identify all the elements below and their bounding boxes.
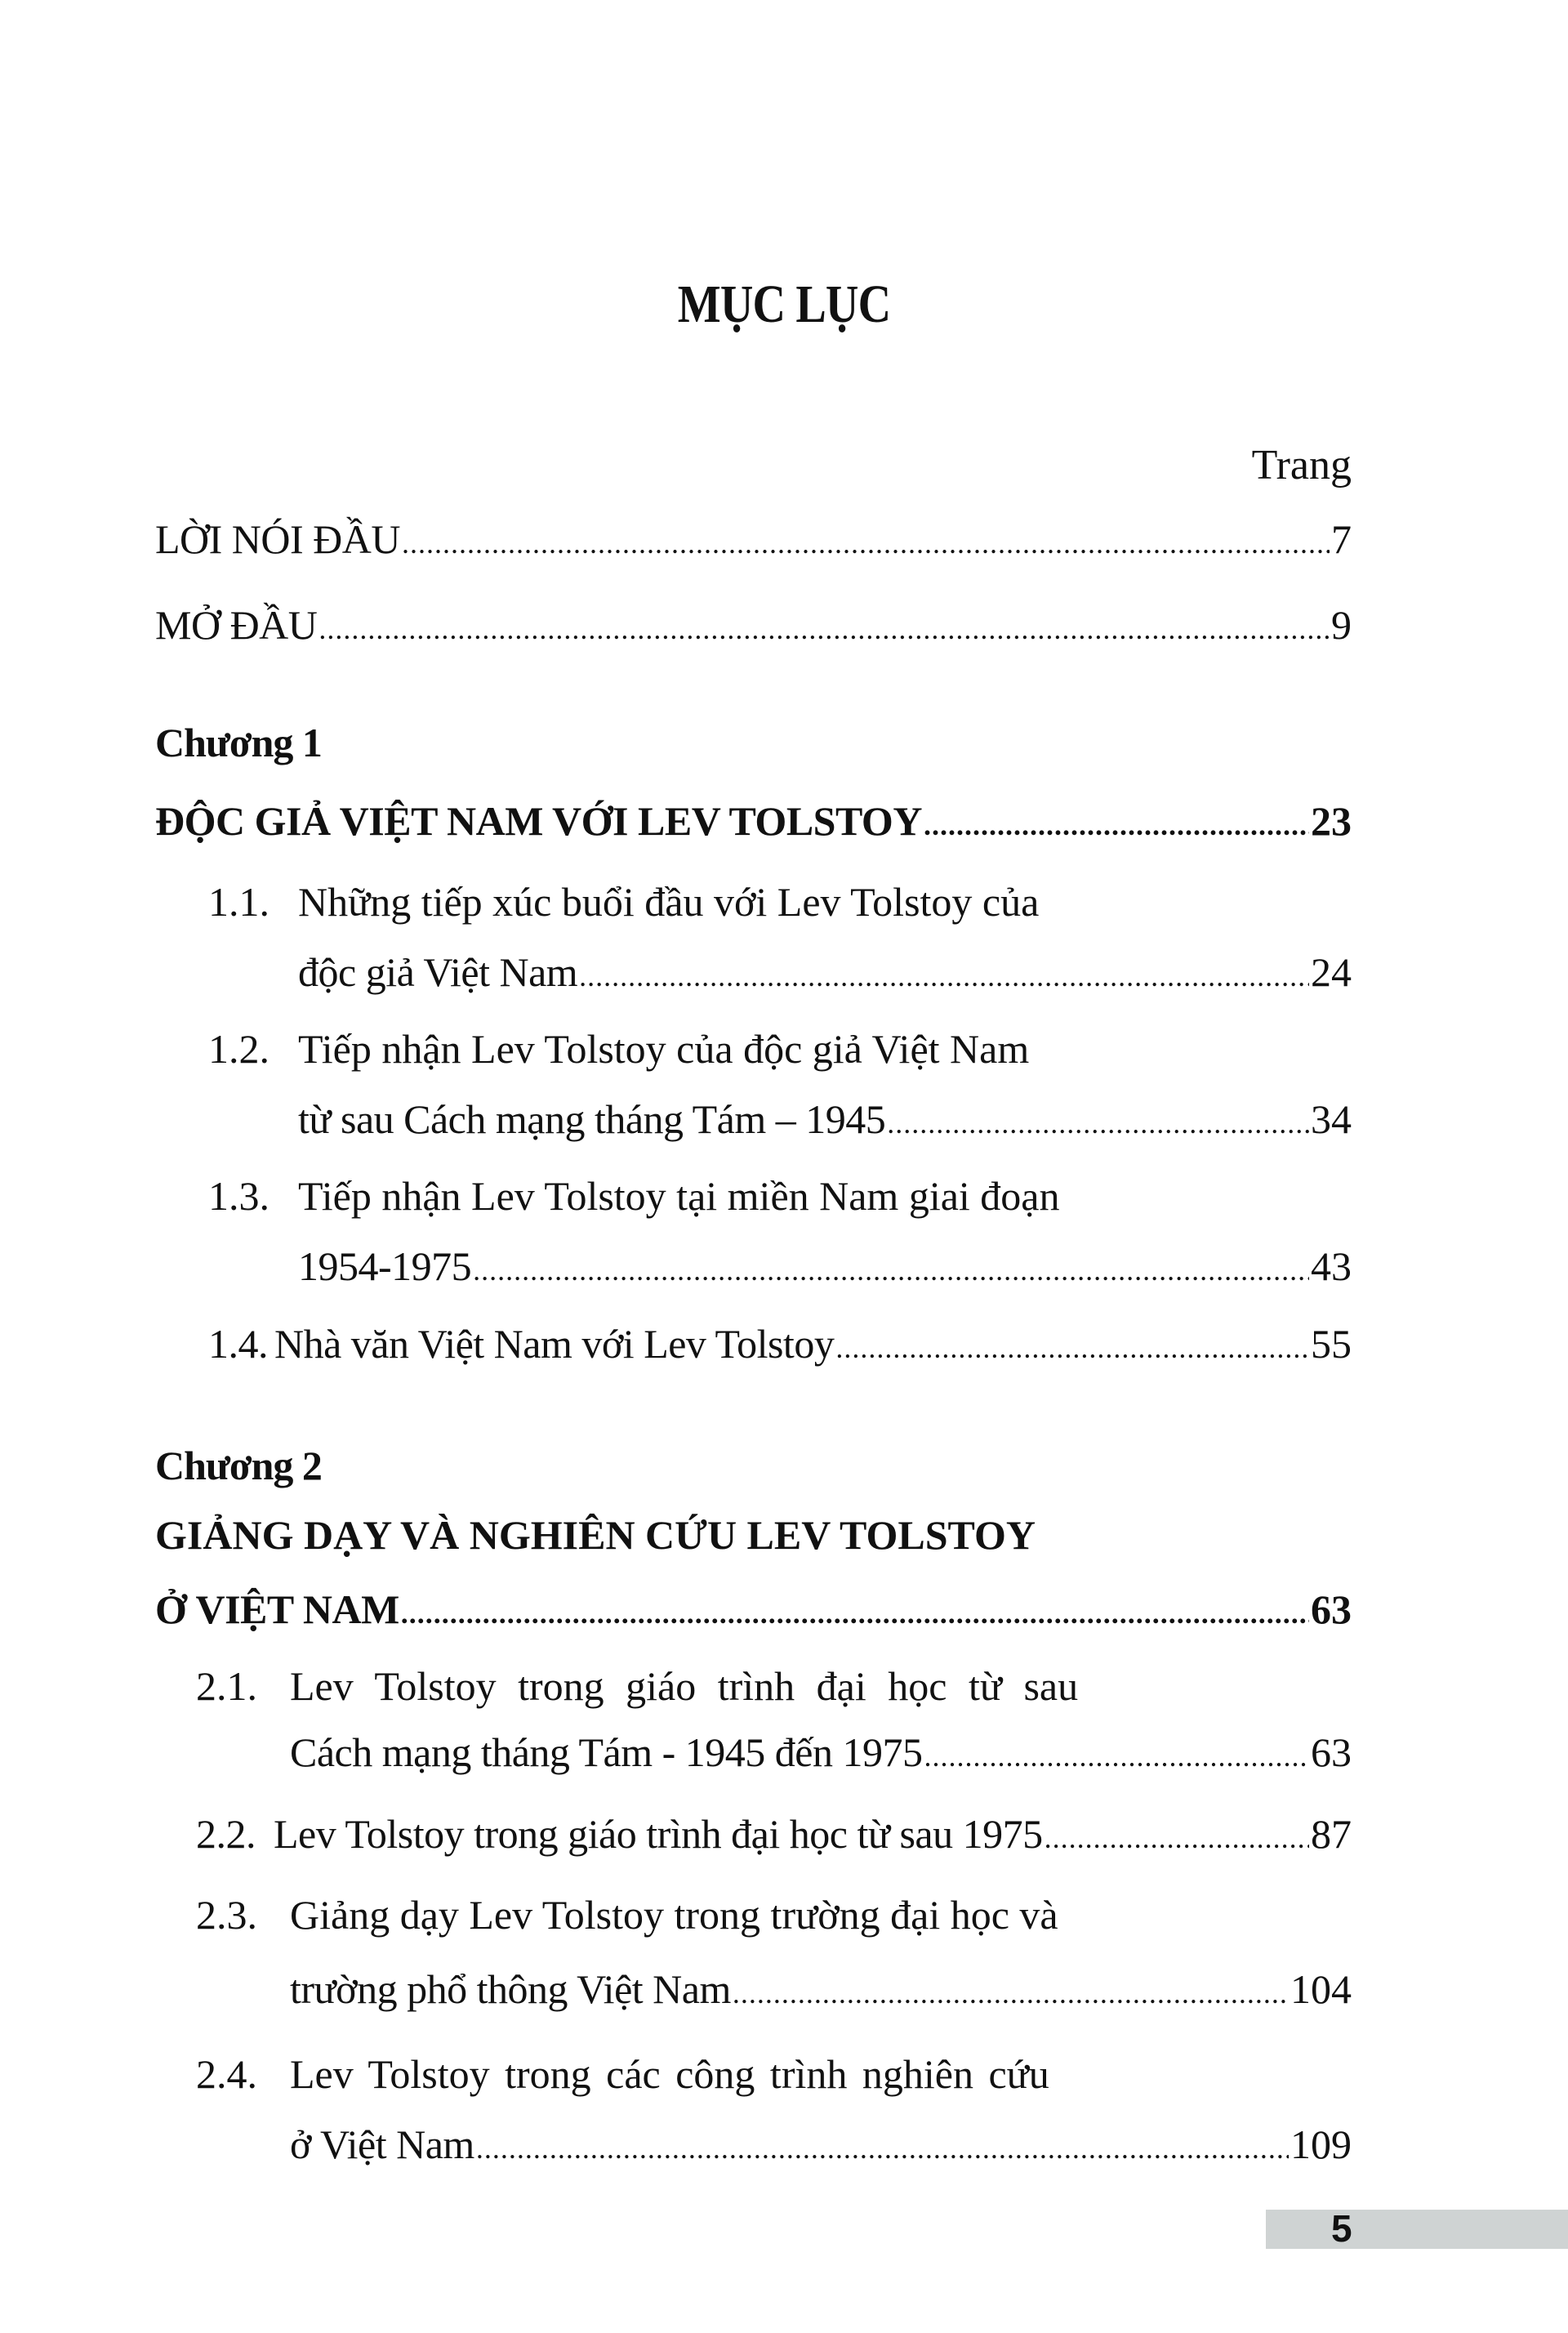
leader-dots <box>887 1099 1309 1148</box>
section-title-line: Lev Tolstoy trong giáo trình đại học từ sau <box>290 1663 1079 1709</box>
leader-dots <box>476 2124 1289 2173</box>
page-number: 5 <box>1331 2207 1352 2250</box>
section-number: 1.4. <box>208 1321 268 1367</box>
toc-entry-chapter-1[interactable] <box>155 796 1352 850</box>
chapter-title: GIẢNG DẠY VÀ NGHIÊN CỨU LEV TOLSTOY <box>155 1512 1036 1558</box>
leader-dots <box>924 1732 1309 1781</box>
leader-dots <box>835 1323 1309 1372</box>
leader-dots <box>473 1246 1309 1295</box>
section-title-line: Giảng dạy Lev Tolstoy trong trường đại học và <box>290 1892 1058 1938</box>
page-column-label: Trang <box>1251 442 1352 488</box>
toc-entry-label: LỜI NÓI ĐẦU <box>155 516 400 562</box>
toc-entry-preface[interactable] <box>155 515 1352 568</box>
section-title-line: Nhà văn Việt Nam với Lev Tolstoy <box>274 1321 835 1367</box>
chapter-label: Chương 1 <box>155 720 322 765</box>
toc-entry-page: 104 <box>1290 1966 1352 2012</box>
toc-entry-page: 34 <box>1311 1096 1352 1142</box>
section-title-line: 1954-1975 <box>298 1243 472 1289</box>
toc-entry-page: 63 <box>1311 1586 1352 1632</box>
section-number: 2.1. <box>196 1663 257 1709</box>
toc-entry-introduction[interactable] <box>155 600 1352 654</box>
section-number: 2.3. <box>196 1892 257 1938</box>
toc-entry-section-1-2[interactable] <box>298 1095 1352 1148</box>
leader-dots <box>402 519 1330 568</box>
section-title-line: độc giả Việt Nam <box>298 949 578 995</box>
section-title-line: ở Việt Nam <box>290 2121 474 2167</box>
leader-dots <box>401 1589 1309 1638</box>
leader-dots <box>579 952 1309 1001</box>
toc-entry-page: 9 <box>1331 602 1352 648</box>
toc-entry-section-2-2[interactable] <box>196 1809 1352 1862</box>
leader-dots <box>318 604 1330 654</box>
section-title-line: Những tiếp xúc buổi đầu với Lev Tolstoy của <box>298 879 1040 925</box>
section-title-line: Tiếp nhận Lev Tolstoy tại miền Nam giai đoạn <box>298 1173 1060 1219</box>
chapter-title: Ở VIỆT NAM <box>155 1586 399 1632</box>
section-number: 2.4. <box>196 2051 257 2097</box>
toc-entry-page: 43 <box>1311 1243 1352 1289</box>
leader-dots <box>924 801 1309 850</box>
section-number: 1.3. <box>208 1173 270 1219</box>
section-title-line: Lev Tolstoy trong giáo trình đại học từ sau 1975 <box>274 1811 1043 1857</box>
section-number: 2.2. <box>196 1811 256 1857</box>
toc-entry-page: 23 <box>1311 798 1352 844</box>
page-number-bar <box>1266 2207 1568 2250</box>
toc-entry-section-1-4[interactable] <box>208 1319 1352 1372</box>
section-number: 1.2. <box>208 1026 270 1072</box>
section-title-line: Tiếp nhận Lev Tolstoy của độc giả Việt Nam <box>298 1026 1030 1072</box>
toc-entry-section-1-1[interactable] <box>298 948 1352 1001</box>
section-title-line: trường phổ thông Việt Nam <box>290 1966 731 2012</box>
leader-dots <box>1045 1813 1309 1862</box>
toc-entry-label: MỞ ĐẦU <box>155 602 318 648</box>
toc-entry-section-2-1[interactable] <box>290 1728 1352 1781</box>
toc-entry-section-1-3[interactable] <box>298 1242 1352 1295</box>
toc-entry-page: 63 <box>1311 1729 1352 1775</box>
toc-entry-page: 55 <box>1311 1321 1352 1367</box>
section-number: 1.1. <box>208 879 270 925</box>
toc-entry-page: 7 <box>1331 516 1352 562</box>
leader-dots <box>733 1969 1289 2018</box>
toc-entry-page: 24 <box>1311 949 1352 995</box>
page-title: MỤC LỤC <box>677 274 891 334</box>
toc-entry-page: 87 <box>1311 1811 1352 1857</box>
toc-entry-section-2-3[interactable] <box>290 1965 1352 2018</box>
chapter-title: ĐỘC GIẢ VIỆT NAM VỚI LEV TOLSTOY <box>155 798 922 844</box>
section-title-line: Lev Tolstoy trong các công trình nghiên cứu <box>290 2051 1049 2097</box>
section-title-line: Cách mạng tháng Tám - 1945 đến 1975 <box>290 1729 923 1775</box>
toc-entry-section-2-4[interactable] <box>290 2120 1352 2173</box>
toc-entry-page: 109 <box>1290 2121 1352 2167</box>
chapter-label: Chương 2 <box>155 1443 322 1488</box>
toc-entry-chapter-2[interactable] <box>155 1585 1352 1638</box>
section-title-line: từ sau Cách mạng tháng Tám – 1945 <box>298 1096 886 1142</box>
